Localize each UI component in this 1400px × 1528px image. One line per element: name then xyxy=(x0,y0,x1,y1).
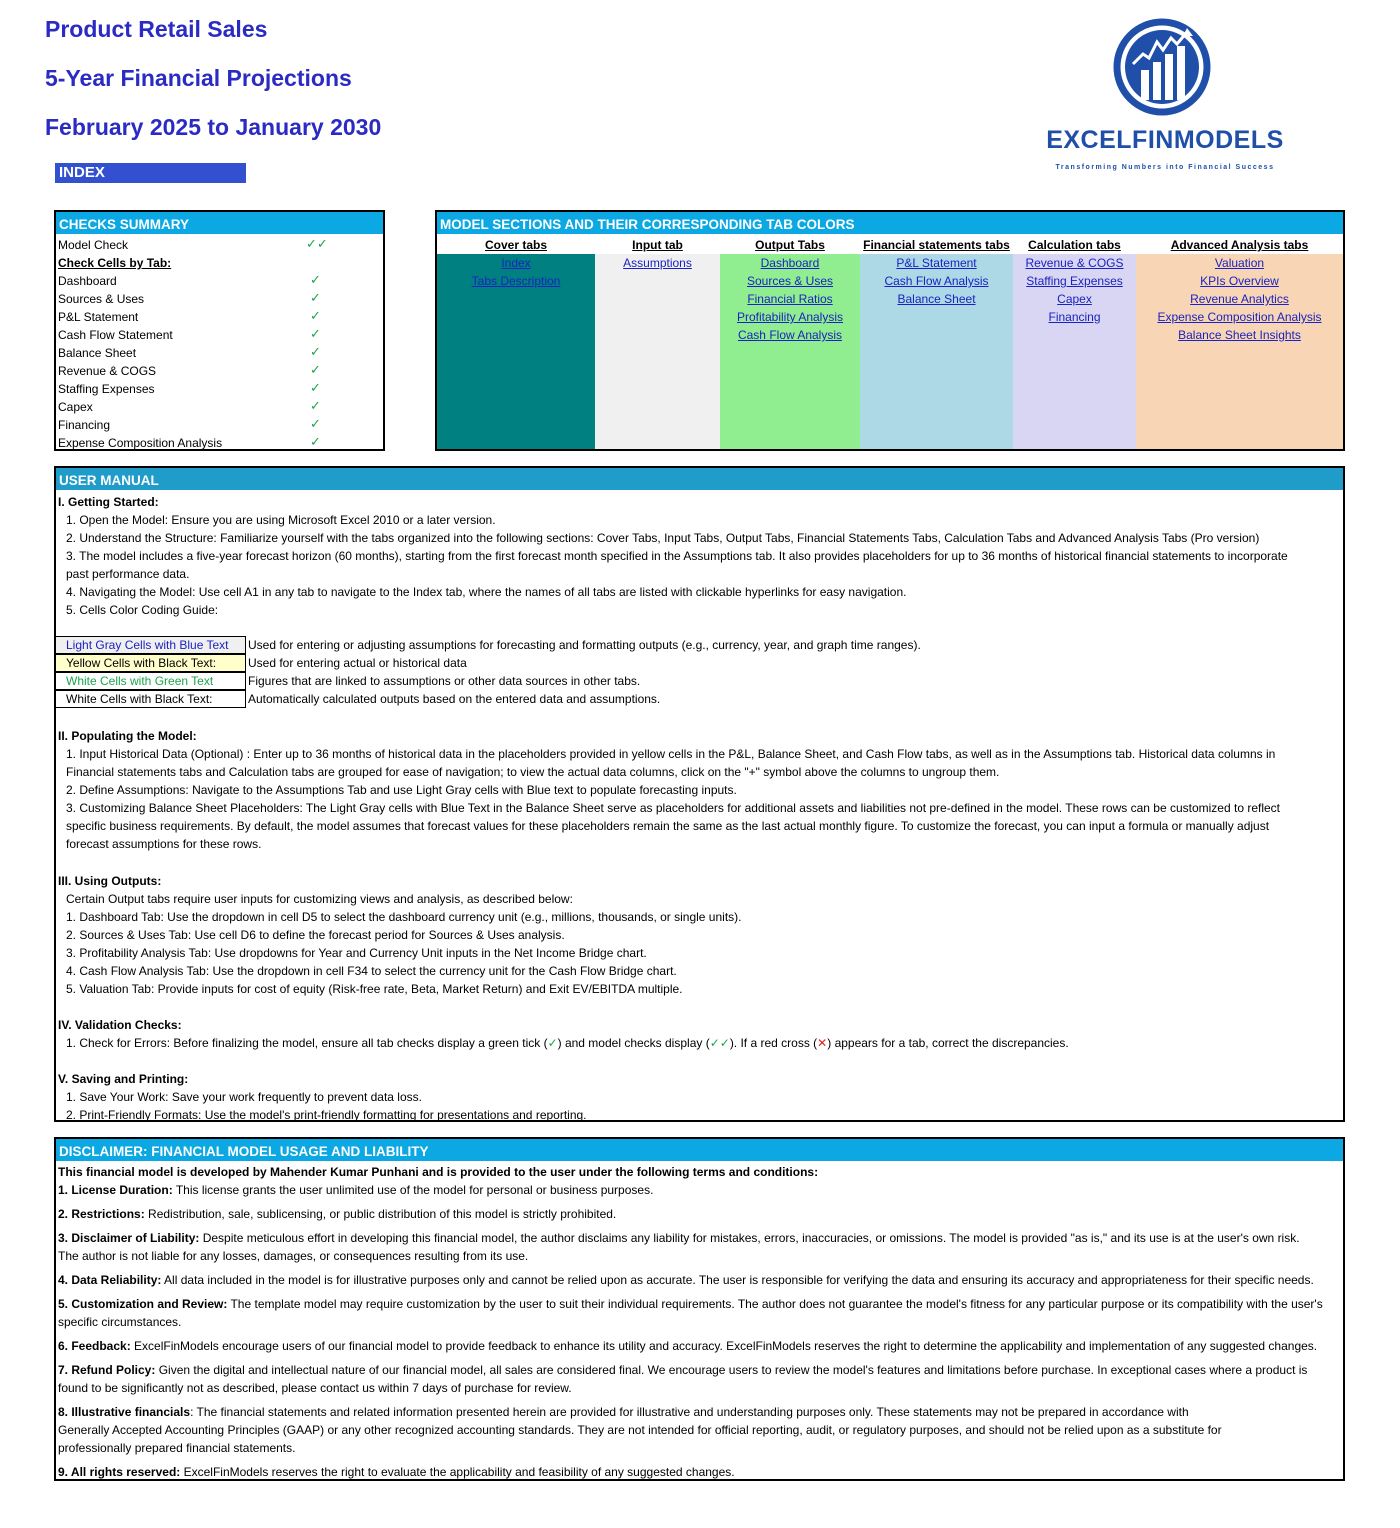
manual-line: 3. The model includes a five-year forecast horizon (60 months), starting from the first forecast month specified in the Assumptions tab. It also provides placeholders for up to 36 months of historical financial statements to incorporate xyxy=(66,549,1288,563)
section-column-bg xyxy=(595,254,720,449)
model-check-label: Model Check xyxy=(58,238,129,252)
manual-section-2: II. Populating the Model: xyxy=(58,729,197,743)
check-tick-icon: ✓ xyxy=(310,416,321,431)
color-code-gray-blue: Light Gray Cells with Blue Text xyxy=(55,636,246,654)
manual-section-3: III. Using Outputs: xyxy=(58,874,162,888)
tab-link[interactable]: Dashboard xyxy=(760,256,820,270)
color-code-desc: Automatically calculated outputs based on the entered data and assumptions. xyxy=(248,692,661,706)
disclaimer-line: professionally prepared financial statements. xyxy=(58,1441,296,1455)
validation-text: ). If a red cross ( xyxy=(729,1036,818,1050)
disclaimer-item-text: This license grants the user unlimited use of the model for personal or business purposes. xyxy=(172,1183,654,1197)
tab-link[interactable]: Valuation xyxy=(1214,256,1265,270)
section-column-title: Advanced Analysis tabs xyxy=(1170,238,1309,252)
check-tick-icon: ✓ xyxy=(310,434,321,449)
tab-link[interactable]: P&L Statement xyxy=(896,256,977,270)
tab-link[interactable]: Tabs Description xyxy=(471,274,561,288)
disclaimer-item-4 xyxy=(58,1271,1314,1289)
manual-line: forecast assumptions for these rows. xyxy=(66,837,262,851)
disclaimer xyxy=(54,1137,1345,1481)
disclaimer-item-text: ExcelFinModels encourage users of our financial model to provide feedback to enhance its utility and accuracy. ExcelFinModels reserves the right to determine the applicability and implementation of any suggested changes. xyxy=(130,1339,1318,1353)
model-sections xyxy=(435,210,1345,451)
manual-line: 5. Valuation Tab: Provide inputs for cost of equity (Risk-free rate, Beta, Market Return) and Exit EV/EBITDA multiple. xyxy=(66,982,683,996)
check-item-label: Cash Flow Statement xyxy=(58,328,173,342)
double-tick-icon: ✓✓ xyxy=(709,1036,730,1050)
manual-line: 2. Understand the Structure: Familiarize yourself with the tabs organized into the following sections: Cover Tabs, Input Tabs, Output Tabs, Financial Statements Tabs, Calculation Tabs and Advanced Analysis Tabs (Pro version) xyxy=(66,531,1260,545)
manual-line: 4. Cash Flow Analysis Tab: Use the dropdown in cell F34 to select the currency unit for the Cash Flow Bridge chart. xyxy=(66,964,677,978)
manual-line: 1. Save Your Work: Save your work frequently to prevent data loss. xyxy=(66,1090,422,1104)
check-tick-icon: ✓ xyxy=(310,362,321,377)
red-cross-icon: ✕ xyxy=(817,1036,828,1050)
check-tick-icon: ✓ xyxy=(310,380,321,395)
manual-line: specific business requirements. By default, the model assumes that forecast values for these placeholders remain the same as the last actual monthly figure. To customize the forecast, you can input a formula or manually adjust xyxy=(66,819,1270,833)
color-code-white-black: White Cells with Black Text: xyxy=(55,690,246,708)
index-bar: INDEX xyxy=(55,163,246,183)
logo xyxy=(1020,18,1310,178)
green-tick-icon: ✓ xyxy=(547,1036,558,1050)
manual-line: 2. Sources & Uses Tab: Use cell D6 to define the forecast period for Sources & Uses analysis. xyxy=(66,928,565,942)
section-column-title: Cover tabs xyxy=(484,238,548,252)
manual-line: 5. Cells Color Coding Guide: xyxy=(66,603,219,617)
title-company: Product Retail Sales xyxy=(45,16,268,42)
validation-text: 1. Check for Errors: Before finalizing the model, ensure all tab checks display a green tick ( xyxy=(66,1036,548,1050)
disclaimer-item-title: 4. Data Reliability: xyxy=(58,1273,162,1287)
disclaimer-item-7 xyxy=(58,1361,1307,1379)
color-code-yellow-black: Yellow Cells with Black Text: xyxy=(55,654,246,672)
check-item-label: P&L Statement xyxy=(58,310,139,324)
disclaimer-item-3 xyxy=(58,1229,1300,1247)
check-tick-icon: ✓ xyxy=(310,344,321,359)
manual-line: 3. Profitability Analysis Tab: Use dropdowns for Year and Currency Unit inputs in the Net Income Bridge chart. xyxy=(66,946,647,960)
section-column-title: Input tab xyxy=(632,238,683,252)
color-code-desc: Used for entering or adjusting assumptions for forecasting and formatting outputs (e.g., currency, year, and graph time ranges). xyxy=(248,638,921,652)
check-item-label: Sources & Uses xyxy=(58,292,145,306)
disclaimer-item-9 xyxy=(58,1463,735,1481)
manual-section-4: IV. Validation Checks: xyxy=(58,1018,182,1032)
tab-link[interactable]: Financing xyxy=(1048,310,1101,324)
manual-line: 2. Print-Friendly Formats: Use the model's print-friendly formatting for presentations and reporting. xyxy=(66,1108,587,1122)
section-column-title: Output Tabs xyxy=(755,238,825,252)
color-code-white-green: White Cells with Green Text xyxy=(55,672,246,690)
sections-header: MODEL SECTIONS AND THEIR CORRESPONDING TAB COLORS xyxy=(437,212,1343,234)
logo-mark-icon xyxy=(1113,18,1211,116)
user-manual xyxy=(54,466,1345,1122)
tab-link[interactable]: Revenue & COGS xyxy=(1025,256,1124,270)
disclaimer-item-title: 7. Refund Policy: xyxy=(58,1363,156,1377)
disclaimer-line: The author is not liable for any losses, damages, or consequences resulting from its use. xyxy=(58,1249,529,1263)
tab-link[interactable]: Revenue Analytics xyxy=(1190,292,1289,306)
color-code-desc: Used for entering actual or historical data xyxy=(248,656,467,670)
manual-line: Certain Output tabs require user inputs for customizing views and analysis, as described below: xyxy=(66,892,573,906)
check-tick-icon: ✓ xyxy=(310,272,321,287)
disclaimer-item-6 xyxy=(58,1337,1317,1355)
disclaimer-item-title: 8. Illustrative financials xyxy=(58,1405,191,1419)
tab-link[interactable]: Financial Ratios xyxy=(747,292,833,306)
manual-line: 1. Open the Model: Ensure you are using Microsoft Excel 2010 or a later version. xyxy=(66,513,496,527)
check-tick-icon: ✓ xyxy=(310,290,321,305)
manual-section-5: V. Saving and Printing: xyxy=(58,1072,189,1086)
section-column-title: Calculation tabs xyxy=(1028,238,1121,252)
section-column-title: Financial statements tabs xyxy=(863,238,1010,252)
check-item-label: Expense Composition Analysis xyxy=(58,436,223,450)
manual-line: 2. Define Assumptions: Navigate to the Assumptions Tab and use Light Gray cells with Blue text to populate forecasting inputs. xyxy=(66,783,737,797)
tab-link[interactable]: Cash Flow Analysis xyxy=(737,328,843,342)
checks-header: CHECKS SUMMARY xyxy=(56,212,383,234)
tab-link[interactable]: Balance Sheet Insights xyxy=(1178,328,1301,342)
disclaimer-line: found to be significantly not as described, please contact us within 7 days of purchase for review. xyxy=(58,1381,572,1395)
color-code-desc: Figures that are linked to assumptions or other data sources in other tabs. xyxy=(248,674,641,688)
manual-line: 3. Customizing Balance Sheet Placeholders: The Light Gray cells with Blue Text in the Balance Sheet serve as placeholders for additional assets and liabilities not pre-defined in the model. These rows can be customized to reflect xyxy=(66,801,1281,815)
model-check-tick-icon: ✓✓ xyxy=(306,236,328,251)
manual-section-1: I. Getting Started: xyxy=(58,495,159,509)
tab-link[interactable]: Staffing Expenses xyxy=(1026,274,1123,288)
manual-line: past performance data. xyxy=(66,567,190,581)
disclaimer-header: DISCLAIMER: FINANCIAL MODEL USAGE AND LIABILITY xyxy=(56,1139,1343,1161)
tab-link[interactable]: Sources & Uses xyxy=(746,274,834,288)
tab-link[interactable]: Index xyxy=(501,256,531,270)
disclaimer-item-8 xyxy=(58,1403,1189,1421)
disclaimer-item-text: Redistribution, sale, sublicensing, or public distribution of this model is strictly prohibited. xyxy=(144,1207,617,1221)
manual-line: 4. Navigating the Model: Use cell A1 in any tab to navigate to the Index tab, where the names of all tabs are listed with clickable hyperlinks for easy navigation. xyxy=(66,585,907,599)
tab-link[interactable]: KPIs Overview xyxy=(1200,274,1279,288)
disclaimer-item-text: : The financial statements and related information presented herein are provided for illustrative and understanding purposes only. These statements may not be prepared in accordance with xyxy=(190,1405,1189,1419)
disclaimer-item-title: 9. All rights reserved: xyxy=(58,1465,181,1479)
disclaimer-item-text: ExcelFinModels reserves the right to evaluate the applicability and feasibility of any suggested changes. xyxy=(180,1465,735,1479)
disclaimer-intro: This financial model is developed by Mahender Kumar Punhani and is provided to the user under the following terms and conditions: xyxy=(58,1165,819,1179)
title-projections: 5-Year Financial Projections xyxy=(45,65,352,91)
check-item-label: Revenue & COGS xyxy=(58,364,157,378)
disclaimer-item-text: Despite meticulous effort in developing this financial model, the author disclaims any liability for mistakes, errors, inaccuracies, or omissions. The model is provided "as is," and its use is at the user's own risk. xyxy=(199,1231,1300,1245)
check-item-label: Capex xyxy=(58,400,93,414)
check-by-tab-label: Check Cells by Tab: xyxy=(58,256,172,270)
disclaimer-line: Generally Accepted Accounting Principles (GAAP) or any other recognized accounting standards. They are not intended for official reporting, audit, or regulatory purposes, and should not be relied upon as a substitute for xyxy=(58,1423,1222,1437)
disclaimer-item-text: Given the digital and intellectual nature of our financial model, all sales are considered final. We encourage users to review the model's features and limitations before purchase. In exceptional cases where a product is xyxy=(155,1363,1308,1377)
title-period: February 2025 to January 2030 xyxy=(45,114,382,140)
tab-link[interactable]: Capex xyxy=(1057,292,1092,306)
tab-link[interactable]: Balance Sheet xyxy=(897,292,976,306)
tab-link[interactable]: Cash Flow Analysis xyxy=(884,274,989,288)
logo-tagline: Transforming Numbers into Financial Success xyxy=(1055,164,1275,171)
validation-line xyxy=(66,1034,1069,1052)
disclaimer-item-text: The template model may require customization by the user to suit their individual requirements. The author does not guarantee the model's fitness for any particular purpose or its compatibility with the user's xyxy=(227,1297,1323,1311)
disclaimer-item-title: 5. Customization and Review: xyxy=(58,1297,228,1311)
disclaimer-item-1 xyxy=(58,1181,653,1199)
disclaimer-item-2 xyxy=(58,1205,616,1223)
check-tick-icon: ✓ xyxy=(310,308,321,323)
check-tick-icon: ✓ xyxy=(310,398,321,413)
checks-summary xyxy=(54,210,385,451)
check-tick-icon: ✓ xyxy=(310,326,321,341)
validation-text: ) and model checks display ( xyxy=(557,1036,710,1050)
manual-line: Financial statements tabs and Calculation tabs are grouped for ease of navigation; to view the actual data columns, click on the "+" symbol above the columns to ungroup them. xyxy=(66,765,1000,779)
validation-text: ) appears for a tab, correct the discrepancies. xyxy=(827,1036,1069,1050)
check-item-label: Dashboard xyxy=(58,274,117,288)
disclaimer-item-title: 3. Disclaimer of Liability: xyxy=(58,1231,200,1245)
tab-link[interactable]: Expense Composition Analysis xyxy=(1157,310,1322,324)
tab-link[interactable]: Profitability Analysis xyxy=(736,310,844,324)
disclaimer-item-title: 6. Feedback: xyxy=(58,1339,131,1353)
disclaimer-item-text: All data included in the model is for illustrative purposes only and cannot be relied upon as accurate. The user is responsible for verifying the data and ensuring its accuracy and appropriateness for their specific needs. xyxy=(161,1273,1314,1287)
disclaimer-item-5 xyxy=(58,1295,1323,1313)
check-item-label: Financing xyxy=(58,418,111,432)
logo-brand: EXCELFINMODELS xyxy=(1046,126,1284,154)
disclaimer-item-title: 1. License Duration: xyxy=(58,1183,173,1197)
disclaimer-item-title: 2. Restrictions: xyxy=(58,1207,145,1221)
manual-header: USER MANUAL xyxy=(56,468,1343,490)
tab-link[interactable]: Assumptions xyxy=(623,256,692,270)
disclaimer-line: specific circumstances. xyxy=(58,1315,182,1329)
manual-line: 1. Dashboard Tab: Use the dropdown in cell D5 to select the dashboard currency unit (e.g., millions, thousands, or single units). xyxy=(66,910,742,924)
manual-line: 1. Input Historical Data (Optional) : Enter up to 36 months of historical data in the placeholders provided in yellow cells in the P&L, Balance Sheet, and Cash Flow tabs, as well as in the Assumptions tab. Historical data columns in xyxy=(66,747,1276,761)
check-item-label: Staffing Expenses xyxy=(58,382,155,396)
check-item-label: Balance Sheet xyxy=(58,346,137,360)
